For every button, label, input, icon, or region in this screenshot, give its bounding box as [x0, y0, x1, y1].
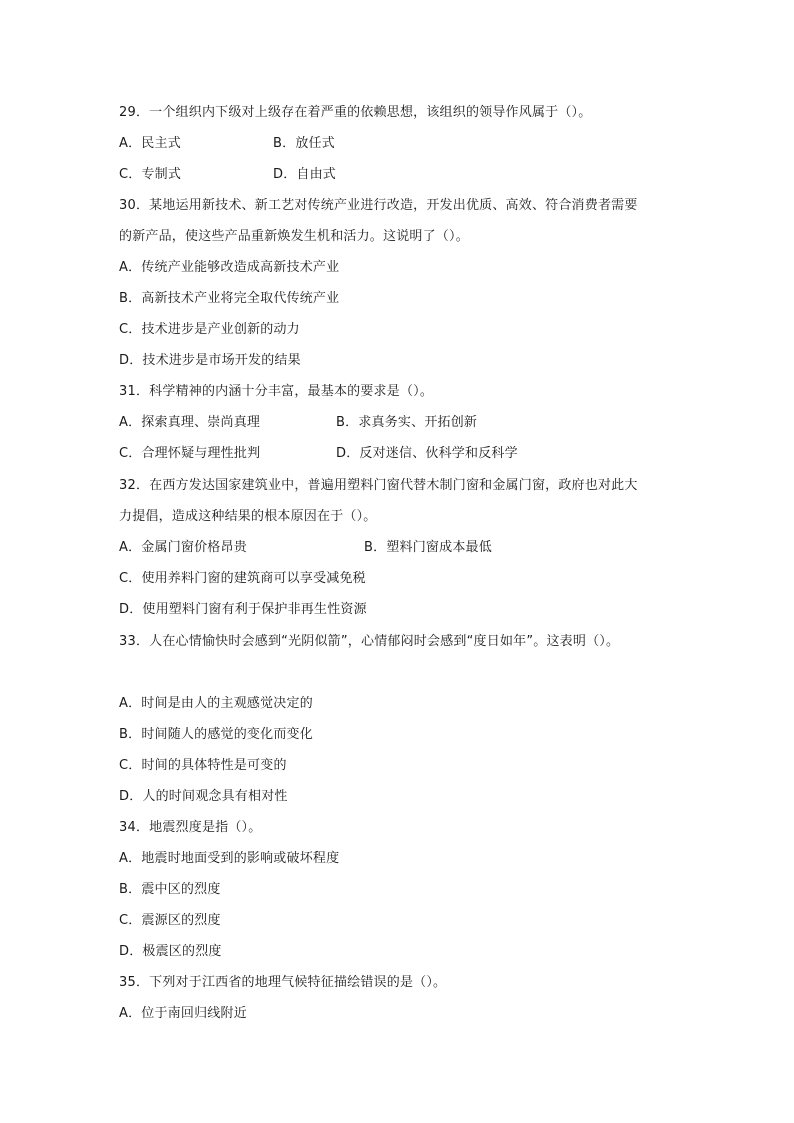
question-34-option-a: A．地震时地面受到的影响或破坏程度 — [119, 851, 340, 866]
question-30-stem-line-2: 的新产品，使这些产品重新焕发生机和活力。这说明了（）。 — [119, 229, 469, 244]
question-31-option-d: D．反对迷信、伙科学和反科学 — [336, 446, 518, 461]
question-35-stem: 35．下列对于江西省的地理气候特征描绘错误的是（）。 — [119, 975, 447, 990]
question-31-option-a: A．探索真理、崇尚真理 — [119, 415, 261, 430]
question-32-option-d: D．使用塑料门窗有利于保护非再生性资源 — [119, 602, 367, 617]
question-30-option-c: C．技术进步是产业创新的动力 — [119, 322, 300, 337]
question-32-option-b: B．塑料门窗成本最低 — [364, 540, 492, 555]
question-30-stem-line-1: 30．某地运用新技术、新工艺对传统产业进行改造，开发出优质、高效、符合消费者需要 — [119, 198, 638, 213]
question-34-option-c: C．震源区的烈度 — [119, 913, 221, 928]
question-33-option-b: B．时间随人的感觉的变化而变化 — [119, 727, 313, 742]
question-34-option-d: D．极震区的烈度 — [119, 944, 222, 959]
question-29-option-c: C．专制式 — [119, 167, 182, 182]
question-33-option-d: D．人的时间观念具有相对性 — [119, 789, 288, 804]
question-31-option-c: C．合理怀疑与理性批判 — [119, 446, 261, 461]
question-30-option-d: D．技术进步是市场开发的结果 — [119, 353, 301, 368]
question-30-option-b: B．高新技术产业将完全取代传统产业 — [119, 291, 340, 306]
question-32-option-c: C．使用养料门窗的建筑商可以享受减免税 — [119, 571, 366, 586]
question-33-option-a: A．时间是由人的主观感觉决定的 — [119, 696, 313, 711]
question-29-stem: 29．一个组织内下级对上级存在着严重的依赖思想，该组织的领导作风属于（）。 — [119, 105, 592, 120]
question-29-option-b: B．放任式 — [273, 136, 335, 151]
question-32-stem-line-1: 32．在西方发达国家建筑业中，普遍用塑料门窗代替木制门窗和金属门窗，政府也对此大 — [119, 478, 638, 493]
question-33-stem: 33．人在心情愉快时会感到“光阴似箭”，心情郁闷时会感到“度日如年”。这表明（）。 — [119, 634, 620, 649]
question-29-option-d: D．自由式 — [273, 167, 337, 182]
question-29-option-a: A．民主式 — [119, 136, 181, 151]
question-34-option-b: B．震中区的烈度 — [119, 882, 221, 897]
question-35-option-a: A．位于南回归线附近 — [119, 1006, 247, 1021]
question-33-option-c: C．时间的具体特性是可变的 — [119, 758, 287, 773]
question-31-option-b: B．求真务实、开拓创新 — [336, 415, 478, 430]
question-32-stem-line-2: 力提倡，造成这种结果的根本原因在于（）。 — [119, 509, 377, 524]
question-34-stem: 34．地震烈度是指（）。 — [119, 820, 262, 835]
question-31-stem: 31．科学精神的内涵十分丰富，最基本的要求是（）。 — [119, 384, 434, 399]
question-30-option-a: A．传统产业能够改造成高新技术产业 — [119, 260, 340, 275]
question-32-option-a: A．金属门窗价格昂贵 — [119, 540, 247, 555]
